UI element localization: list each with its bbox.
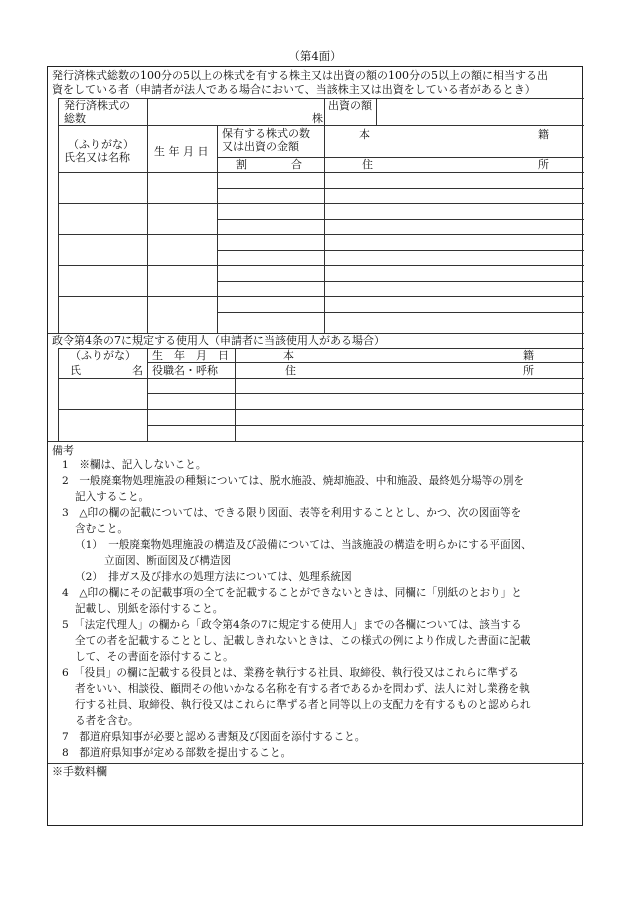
note-line: 5 「法定代理人」の欄から「政令第4条の7に規定する使用人」までの各欄については、該当する — [62, 619, 522, 631]
note-line: 6 「役員」の欄に記載する役員とは、業務を執行する社員、取締役、執行役又はこれらに準ずる — [62, 667, 519, 679]
note-line: 3 △印の欄の記載については、できる限り図面、表等を利用することとし、かつ、次の図面等を — [62, 507, 522, 519]
address-label-2: 所 — [538, 158, 549, 171]
employee-name-label-2: 名 — [132, 364, 143, 377]
share-unit: 株 — [312, 112, 323, 125]
note-line: 者をいい、相談役、顧問その他いかなる名称を有する者であるかを問わず、法人に対し業務を執 — [75, 683, 530, 695]
note-line: 8 都道府県知事が定める部数を提出すること。 — [62, 747, 292, 759]
note-line: 立面図、断面図及び構造図 — [104, 555, 232, 567]
note-line: 記載し、別紙を添付すること。 — [75, 603, 224, 615]
total-shares-label-2: 総数 — [64, 112, 86, 125]
name-label: 氏名又は名称 — [64, 151, 130, 164]
employee-address-label-2: 所 — [523, 364, 534, 377]
note-line: 7 都道府県知事が必要と認める書類及び図面を添付すること。 — [62, 731, 366, 743]
shareholders-heading-line2: 資をしている者（申請者が法人である場合において、当該株主又は出資をしている者があるとき） — [52, 83, 536, 96]
form-frame — [47, 66, 583, 826]
fee-label: ※手数料欄 — [52, 765, 107, 778]
note-line: 4 △印の欄にその記載事項の全てを記載することができないときは、同欄に「別紙のとおり」と — [62, 587, 522, 599]
furigana-label: （ふりがな） — [68, 138, 134, 151]
employee-title-label: 役職名・呼称 — [152, 364, 218, 377]
note-line: （2） 排ガス及び排水の処理方法については、処理系統図 — [75, 571, 352, 583]
employee-domicile-label-2: 籍 — [523, 349, 534, 362]
shareholders-heading-line1: 発行済株式総数の100分の5以上の株式を有する株主又は出資の額の100分の5以上の額に相当する出 — [52, 69, 548, 82]
employee-domicile-label-1: 本 — [283, 349, 294, 362]
held-shares-label-1: 保有する株式の数 — [222, 127, 310, 140]
employee-furigana-label: （ふりがな） — [70, 349, 136, 362]
employee-birthdate-label: 生 年 月 日 — [152, 349, 229, 362]
employees-heading: 政令第4条の7に規定する使用人（申請者に当該使用人がある場合） — [52, 334, 385, 347]
address-label-1: 住 — [362, 158, 373, 171]
notes-heading: 備考 — [52, 444, 74, 457]
note-line: 行する社員、取締役、執行役又はこれらに準ずる者と同等以上の支配力を有するものと認められ — [75, 699, 531, 711]
birthdate-label: 生 年 月 日 — [154, 145, 209, 158]
note-line: 1 ※欄は、記入しないこと。 — [62, 459, 207, 471]
held-shares-label-2: 又は出資の金額 — [222, 140, 299, 153]
note-line: して、その書面を添付すること。 — [75, 651, 234, 663]
note-line: 含むこと。 — [75, 523, 128, 535]
investment-amount-cell[interactable] — [377, 99, 583, 124]
investment-amount-label: 出資の額 — [328, 99, 372, 112]
total-shares-label-1: 発行済株式の — [64, 99, 130, 112]
note-line: 記入すること。 — [75, 491, 150, 503]
domicile-label-2: 籍 — [538, 128, 549, 141]
employee-name-label-1: 氏 — [70, 364, 81, 377]
note-line: る者を含む。 — [75, 715, 139, 727]
note-line: 2 一般廃棄物処理施設の種類については、脱水施設、焼却施設、中和施設、最終処分場等の別を — [62, 475, 525, 487]
domicile-label-1: 本 — [359, 128, 370, 141]
employee-address-label-1: 住 — [285, 364, 296, 377]
ratio-label: 割 合 — [236, 158, 302, 171]
fee-area[interactable] — [49, 779, 583, 825]
page-title: （第4面） — [288, 49, 342, 63]
note-line: 全ての者を記載することとし、記載しきれないときは、この様式の例により作成した書面に記載 — [75, 635, 531, 647]
note-line: （1） 一般廃棄物処理施設の構造及び設備については、当該施設の構造を明らかにする平面図、 — [75, 539, 532, 551]
